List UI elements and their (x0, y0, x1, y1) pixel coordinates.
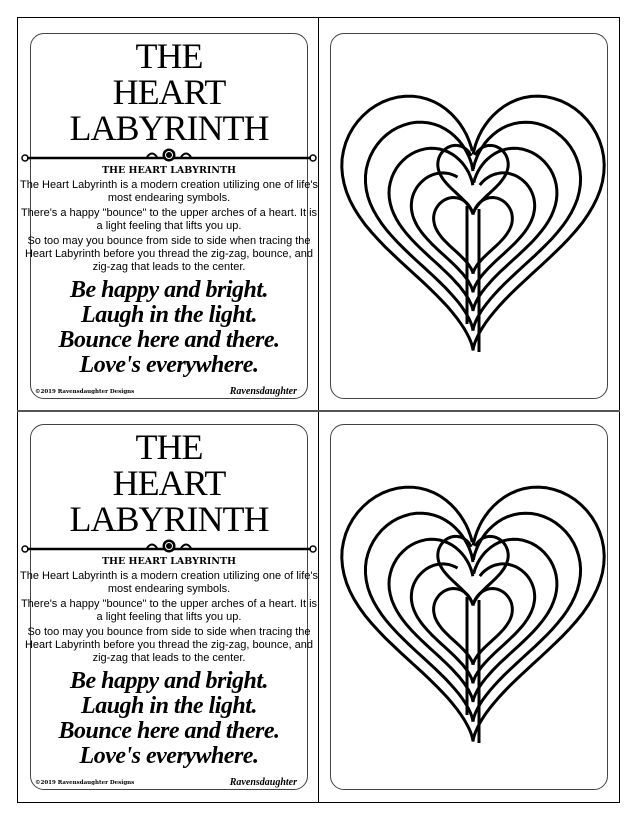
title-line: THE (135, 427, 203, 467)
ornamental-divider-icon (19, 539, 319, 553)
labyrinth-wall (389, 148, 557, 311)
copyright: ©2019 Ravensdaughter Designs (35, 780, 135, 786)
copyright: ©2019 Ravensdaughter Designs (35, 389, 135, 395)
paragraph: So too may you bounce from side to side when tracing the Heart Labyrinth before you thread the zig-zag, bounce, and zig-zag that leads to the center. (24, 235, 314, 273)
card-subtitle: THE HEART LABYRINTH (101, 165, 237, 176)
poem-line: Laugh in the light. (81, 693, 257, 719)
title-line: HEART (112, 72, 226, 112)
labyrinth-wall (389, 539, 557, 702)
maze-card (330, 33, 608, 399)
title-line: HEART (112, 463, 226, 503)
poem (31, 278, 307, 378)
card-title (31, 429, 307, 537)
paragraph: There's a happy "bounce" to the upper arches of a heart. It is a light feeling that lifts you up. (20, 598, 318, 623)
poem-line: Love's everywhere. (79, 352, 259, 378)
signature: Ravensdaughter (229, 386, 297, 397)
horizontal-cut-line (17, 410, 620, 412)
labyrinth-wall (434, 198, 513, 274)
card-subtitle: THE HEART LABYRINTH (101, 556, 237, 567)
labyrinth-wall (434, 589, 513, 665)
info-card (19, 33, 319, 399)
info-card (19, 424, 319, 790)
poem-line: Be happy and bright. (69, 277, 269, 303)
title-line: LABYRINTH (69, 108, 269, 148)
paragraph: There's a happy "bounce" to the upper arches of a heart. It is a light feeling that lifts you up. (20, 207, 318, 232)
ornamental-divider-icon (19, 148, 319, 162)
poem-line: Love's everywhere. (79, 743, 259, 769)
poem-line: Be happy and bright. (69, 668, 269, 694)
maze-card (330, 424, 608, 790)
heart-labyrinth-icon (331, 425, 609, 791)
poem-line: Laugh in the light. (81, 302, 257, 328)
title-line: LABYRINTH (69, 499, 269, 539)
paragraph: So too may you bounce from side to side when tracing the Heart Labyrinth before you thread the zig-zag, bounce, and zig-zag that leads to the center. (24, 626, 314, 664)
poem-line: Bounce here and there. (58, 718, 280, 744)
title-line: THE (135, 36, 203, 76)
heart-labyrinth-icon (331, 34, 609, 400)
poem (31, 669, 307, 769)
signature: Ravensdaughter (229, 777, 297, 788)
card-title (31, 38, 307, 146)
paragraph: The Heart Labyrinth is a modern creation utilizing one of life's most endearing symbols. (19, 570, 319, 595)
paragraph: The Heart Labyrinth is a modern creation utilizing one of life's most endearing symbols. (19, 179, 319, 204)
poem-line: Bounce here and there. (58, 327, 280, 353)
